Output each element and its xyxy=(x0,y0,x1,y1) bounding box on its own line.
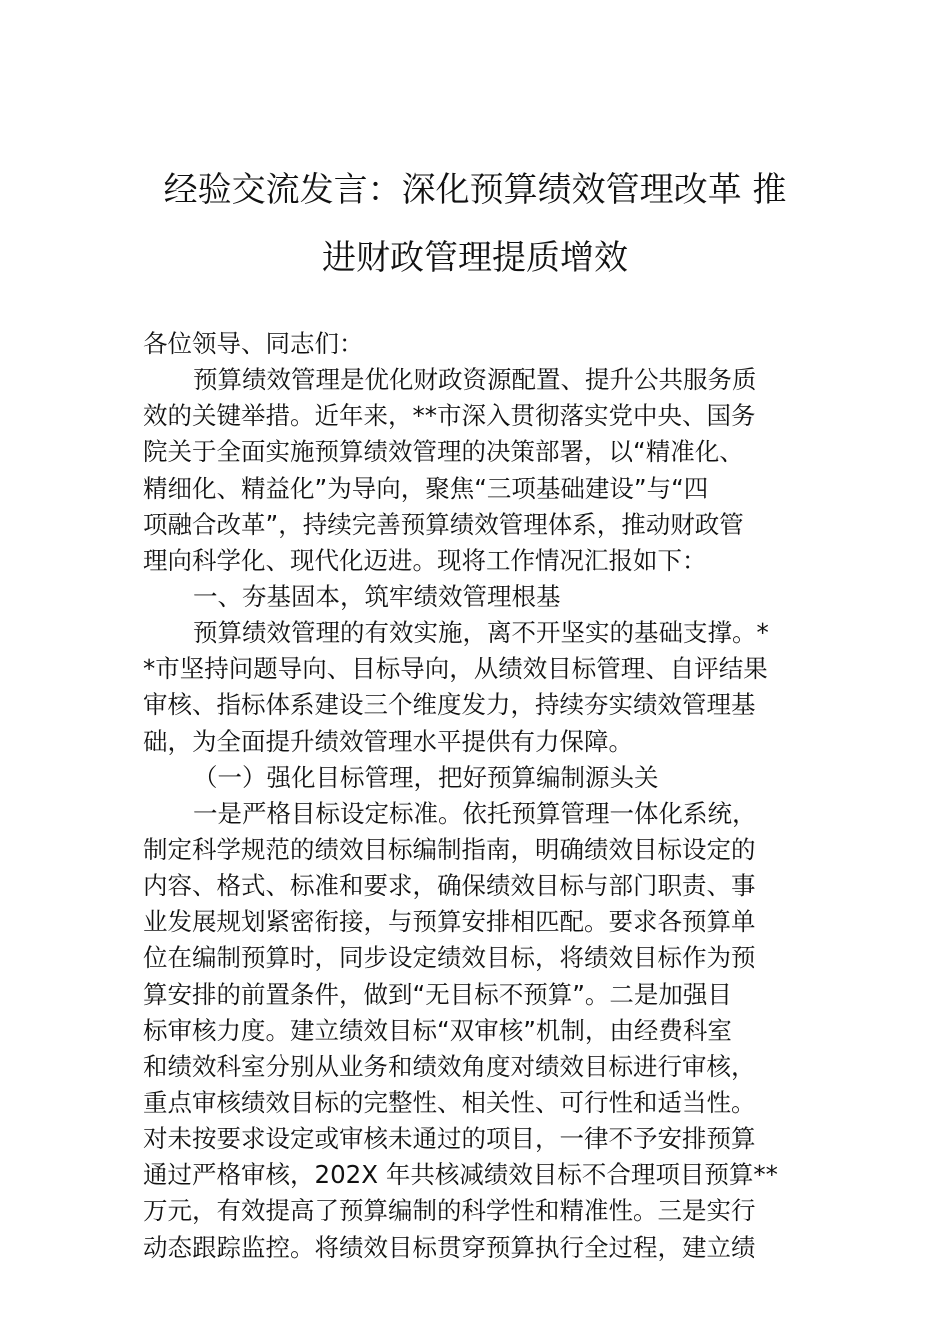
paragraph-line: 内容、格式、标准和要求，确保绩效目标与部门职责、事 xyxy=(143,871,756,901)
salutation: 各位领导、同志们： xyxy=(143,329,364,358)
paragraph-line: 预算绩效管理的有效实施，离不开坚实的基础支撑。* xyxy=(193,618,769,648)
paragraph-line: 院关于全面实施预算绩效管理的决策部署，以“精准化、 xyxy=(143,437,744,467)
paragraph-line: 础，为全面提升绩效管理水平提供有力保障。 xyxy=(143,726,633,756)
paragraph-line: 审核、指标体系建设三个维度发力，持续夯实绩效管理基 xyxy=(143,690,756,720)
paragraph-line: 项融合改革”，持续完善预算绩效管理体系，推动财政管 xyxy=(143,509,744,539)
document-title-line-2: 进财政管理提质增效 xyxy=(322,238,628,278)
paragraph-line: 预算绩效管理是优化财政资源配置、提升公共服务质 xyxy=(193,365,757,395)
document-title-line-1: 经验交流发言：深化预算绩效管理改革 推 xyxy=(163,170,787,210)
paragraph-line: *市坚持问题导向、目标导向，从绩效目标管理、自评结果 xyxy=(143,654,768,684)
paragraph-line: 一是严格目标设定标准。依托预算管理一体化系统， xyxy=(193,798,757,828)
paragraph-line: 制定科学规范的绩效目标编制指南，明确绩效目标设定的 xyxy=(143,834,756,864)
paragraph-line: 理向科学化、现代化迈进。现将工作情况汇报如下： xyxy=(143,545,707,575)
paragraph-line: 动态跟踪监控。将绩效目标贯穿预算执行全过程，建立绩 xyxy=(143,1232,756,1262)
subsection-heading: （一）强化目标管理，把好预算编制源头关 xyxy=(193,762,659,792)
paragraph-line: 位在编制预算时，同步设定绩效目标，将绩效目标作为预 xyxy=(143,943,756,973)
paragraph-line: 和绩效科室分别从业务和绩效角度对绩效目标进行审核， xyxy=(143,1051,756,1081)
paragraph-line: 算安排的前置条件，做到“无目标不预算”。二是加强目 xyxy=(143,979,732,1009)
paragraph-line: 重点审核绩效目标的完整性、相关性、可行性和适当性。 xyxy=(143,1087,756,1117)
paragraph-line: 标审核力度。建立绩效目标“双审核”机制，由经费科室 xyxy=(143,1015,732,1045)
paragraph-line: 业发展规划紧密衔接，与预算安排相匹配。要求各预算单 xyxy=(143,907,756,937)
paragraph-line: 通过严格审核，202X 年共核减绩效目标不合理项目预算** xyxy=(143,1160,778,1190)
paragraph-line: 效的关键举措。近年来，**市深入贯彻落实党中央、国务 xyxy=(143,401,756,431)
section-heading: 一、夯基固本，筑牢绩效管理根基 xyxy=(193,581,561,611)
document-body xyxy=(143,326,813,1266)
paragraph-line: 万元，有效提高了预算编制的科学性和精准性。三是实行 xyxy=(143,1196,756,1226)
paragraph-line: 对未按要求设定或审核未通过的项目，一律不予安排预算 xyxy=(143,1124,756,1154)
paragraph-line: 精细化、精益化”为导向，聚焦“三项基础建设”与“四 xyxy=(143,473,709,503)
